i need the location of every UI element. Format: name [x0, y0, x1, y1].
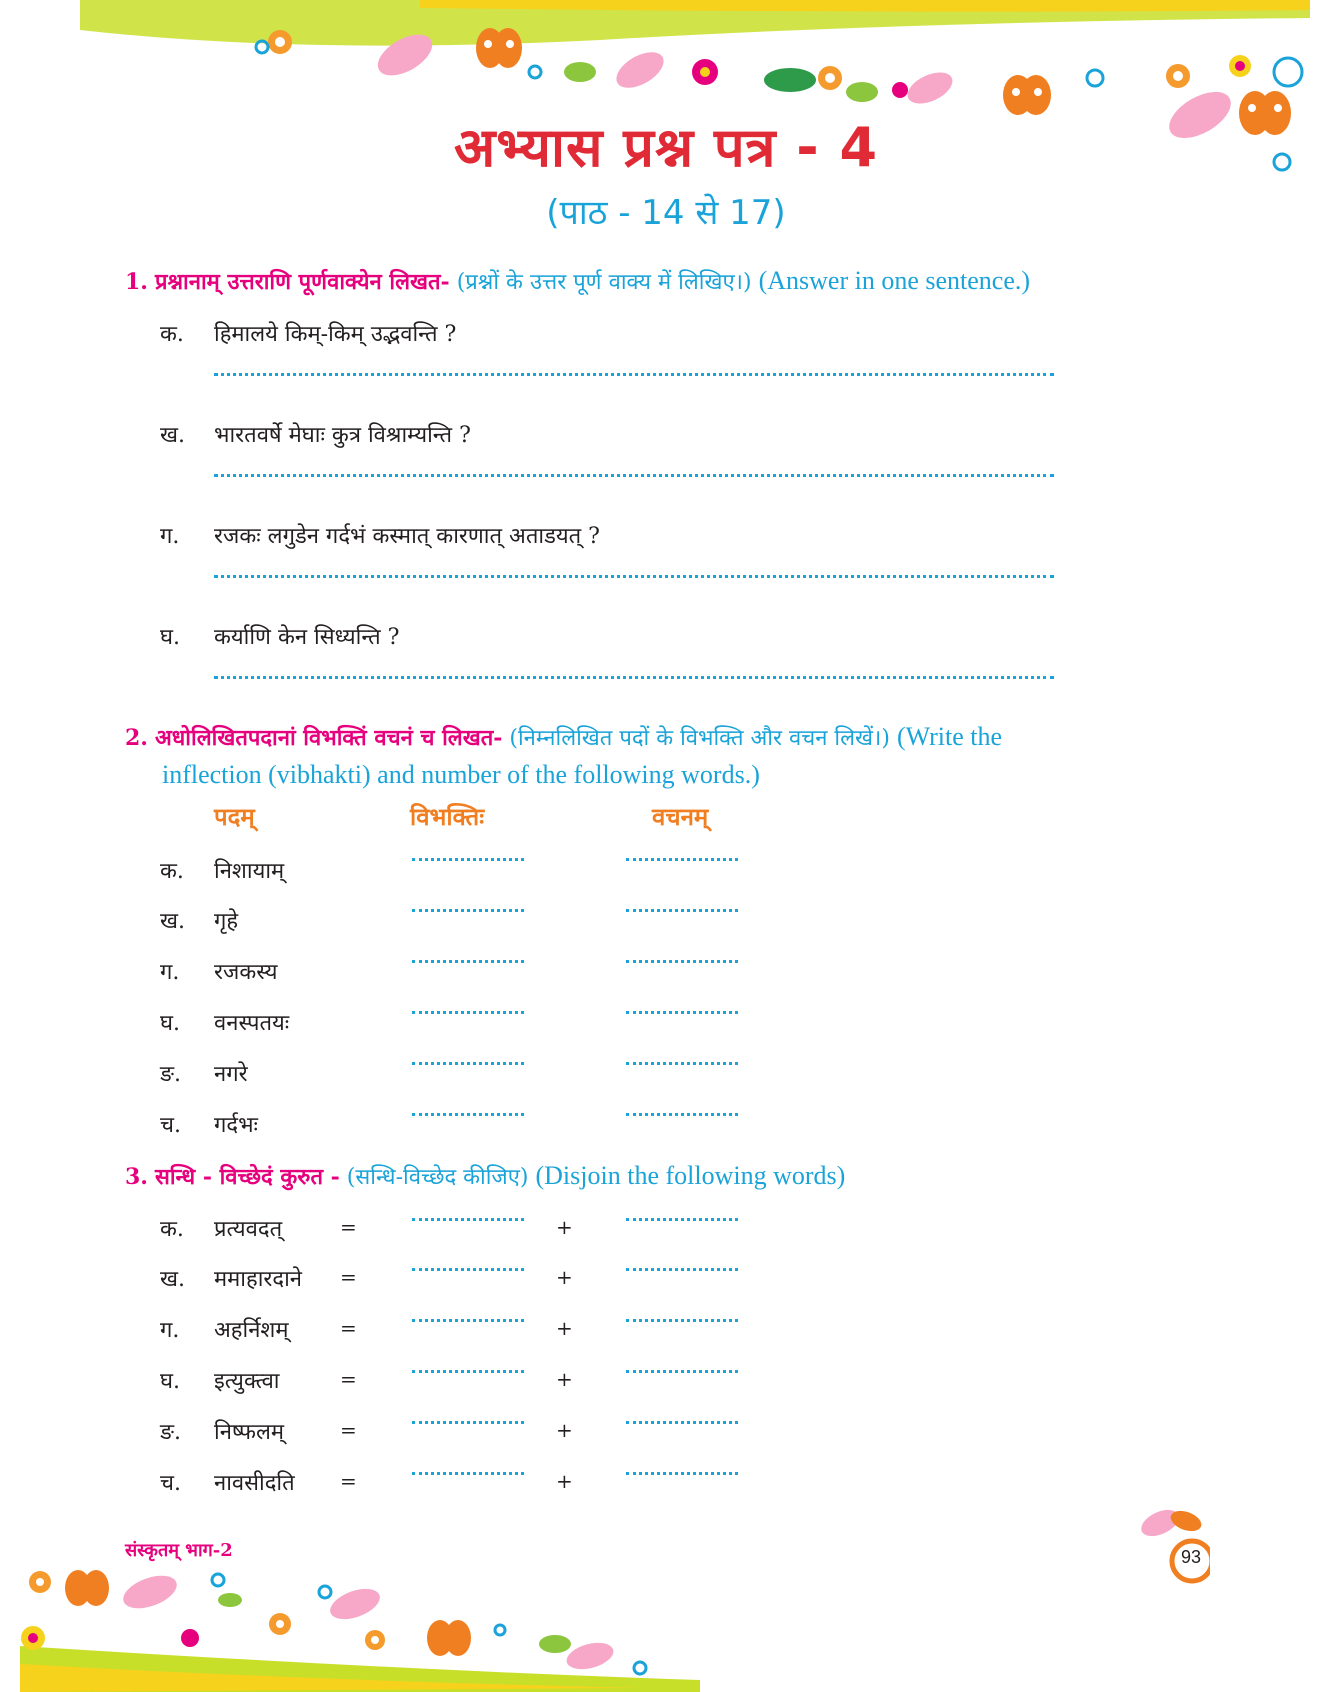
page-subtitle: (पाठ - 14 से 17): [546, 193, 786, 233]
vachanam-blank[interactable]: [626, 1011, 738, 1014]
column-header-padam: पदम्: [214, 802, 255, 831]
column-header-vibhakti: विभक्तिः: [410, 802, 485, 831]
page-title: अभ्यास प्रश्न पत्र - 4: [453, 116, 879, 179]
q3-item-label: च.: [160, 1471, 181, 1496]
answer-line[interactable]: [214, 575, 1054, 578]
sandhi-part-2-blank[interactable]: [626, 1319, 738, 1322]
q2-item-label: ग.: [160, 960, 180, 985]
butterfly-icon: [476, 28, 522, 68]
q3-item-label: ग.: [160, 1318, 180, 1343]
equals-sign: =: [340, 1215, 357, 1239]
vachanam-blank[interactable]: [626, 1062, 738, 1065]
question-hindi: (प्रश्नों के उत्तर पूर्ण वाक्य में लिखिए।): [456, 270, 752, 295]
question-sanskrit: सन्धि - विच्छेदं कुरुत -: [154, 1164, 340, 1190]
butterfly-icon: [65, 1570, 471, 1656]
equals-sign: =: [340, 1367, 357, 1391]
sandhi-part-1-blank[interactable]: [412, 1218, 524, 1221]
plus-sign: +: [556, 1418, 573, 1442]
sandhi-part-1-blank[interactable]: [412, 1472, 524, 1475]
question-1-heading: [125, 266, 1030, 298]
q2-item-word: निशायाम्: [214, 859, 285, 884]
book-title: संस्कृतम् भाग-2: [125, 1540, 233, 1561]
sandhi-part-1-blank[interactable]: [412, 1319, 524, 1322]
question-hindi: (निम्नलिखित पदों के विभक्ति और वचन लिखें।): [509, 726, 890, 751]
question-number: 2.: [125, 725, 148, 751]
plus-sign: +: [556, 1367, 573, 1391]
q2-item-word: रजकस्य: [214, 960, 278, 985]
vibhakti-blank[interactable]: [412, 1011, 524, 1014]
q2-item-word: नगरे: [214, 1062, 248, 1087]
answer-line[interactable]: [214, 373, 1054, 376]
q3-item-word: निष्फलम्: [214, 1420, 285, 1445]
bottom-floral-banner: [0, 1560, 1332, 1692]
vibhakti-blank[interactable]: [412, 1113, 524, 1116]
q2-item-label: ङ.: [160, 1062, 182, 1087]
sandhi-part-1-blank[interactable]: [412, 1370, 524, 1373]
question-sanskrit: अधोलिखितपदानां विभक्तिं वचनं च लिखत-: [154, 725, 503, 751]
sandhi-part-2-blank[interactable]: [626, 1218, 738, 1221]
q1-item-text: कर्याणि केन सिध्यन्ति ?: [214, 625, 400, 650]
plus-sign: +: [556, 1316, 573, 1340]
vachanam-blank[interactable]: [626, 1113, 738, 1116]
q2-item-word: वनस्पतयः: [214, 1011, 290, 1036]
question-english: (Disjoin the following words): [535, 1161, 846, 1190]
q3-item-word: नावसीदति: [214, 1471, 295, 1496]
q3-item-word: इत्युक्त्वा: [214, 1369, 280, 1394]
equals-sign: =: [340, 1418, 357, 1442]
sandhi-part-2-blank[interactable]: [626, 1370, 738, 1373]
vachanam-blank[interactable]: [626, 858, 738, 861]
equals-sign: =: [340, 1316, 357, 1340]
question-english: (Answer in one sentence.): [758, 266, 1031, 295]
question-hindi: (सन्धि-विच्छेद कीजिए): [346, 1165, 529, 1190]
plus-sign: +: [556, 1215, 573, 1239]
q1-item-label: घ.: [160, 625, 180, 650]
vachanam-blank[interactable]: [626, 960, 738, 963]
answer-line[interactable]: [214, 676, 1054, 679]
vibhakti-blank[interactable]: [412, 858, 524, 861]
question-number: 3.: [125, 1164, 148, 1190]
question-english-continued: inflection (vibhakti) and number of the following words.): [162, 760, 760, 789]
plus-sign: +: [556, 1469, 573, 1493]
q3-item-word: प्रत्यवदत्: [214, 1217, 283, 1242]
sandhi-part-1-blank[interactable]: [412, 1421, 524, 1424]
q2-item-word: गृहे: [214, 909, 239, 934]
q1-item-label: ग.: [160, 524, 180, 549]
q2-item-label: ख.: [160, 909, 185, 934]
answer-line[interactable]: [214, 474, 1054, 477]
q2-item-label: क.: [160, 859, 184, 884]
q1-item-text: हिमालये किम्-किम् उद्भवन्ति ?: [214, 322, 457, 347]
sandhi-part-1-blank[interactable]: [412, 1268, 524, 1271]
question-3-heading: [125, 1161, 845, 1193]
q3-item-label: ख.: [160, 1267, 185, 1292]
vachanam-blank[interactable]: [626, 909, 738, 912]
question-number: 1.: [125, 269, 148, 295]
page-number: 93: [1180, 1547, 1202, 1567]
q2-item-label: च.: [160, 1113, 181, 1138]
question-2-heading: [125, 722, 1002, 754]
q1-item-label: क.: [160, 322, 184, 347]
question-sanskrit: प्रश्नानाम् उत्तराणि पूर्णवाक्येन लिखत-: [154, 269, 450, 295]
q3-item-word: ममाहारदाने: [214, 1267, 302, 1292]
sandhi-part-2-blank[interactable]: [626, 1472, 738, 1475]
vibhakti-blank[interactable]: [412, 1062, 524, 1065]
question-english: (Write the: [896, 722, 1003, 751]
q2-item-label: घ.: [160, 1011, 180, 1036]
equals-sign: =: [340, 1469, 357, 1493]
vibhakti-blank[interactable]: [412, 909, 524, 912]
q2-item-word: गर्दभः: [214, 1113, 258, 1138]
sandhi-part-2-blank[interactable]: [626, 1421, 738, 1424]
q1-item-label: ख.: [160, 423, 185, 448]
q1-item-text: रजकः लगुडेन गर्दभं कस्मात् कारणात् अताडयत् ?: [214, 524, 600, 549]
plus-sign: +: [556, 1265, 573, 1289]
q3-item-label: क.: [160, 1217, 184, 1242]
sandhi-part-2-blank[interactable]: [626, 1268, 738, 1271]
column-header-vachanam: वचनम्: [652, 802, 709, 831]
q1-item-text: भारतवर्षे मेघाः कुत्र विश्राम्यन्ति ?: [214, 423, 471, 448]
q3-item-word: अहर्निशम्: [214, 1318, 289, 1343]
vibhakti-blank[interactable]: [412, 960, 524, 963]
q3-item-label: घ.: [160, 1369, 180, 1394]
q3-item-label: ङ.: [160, 1420, 182, 1445]
equals-sign: =: [340, 1265, 357, 1289]
